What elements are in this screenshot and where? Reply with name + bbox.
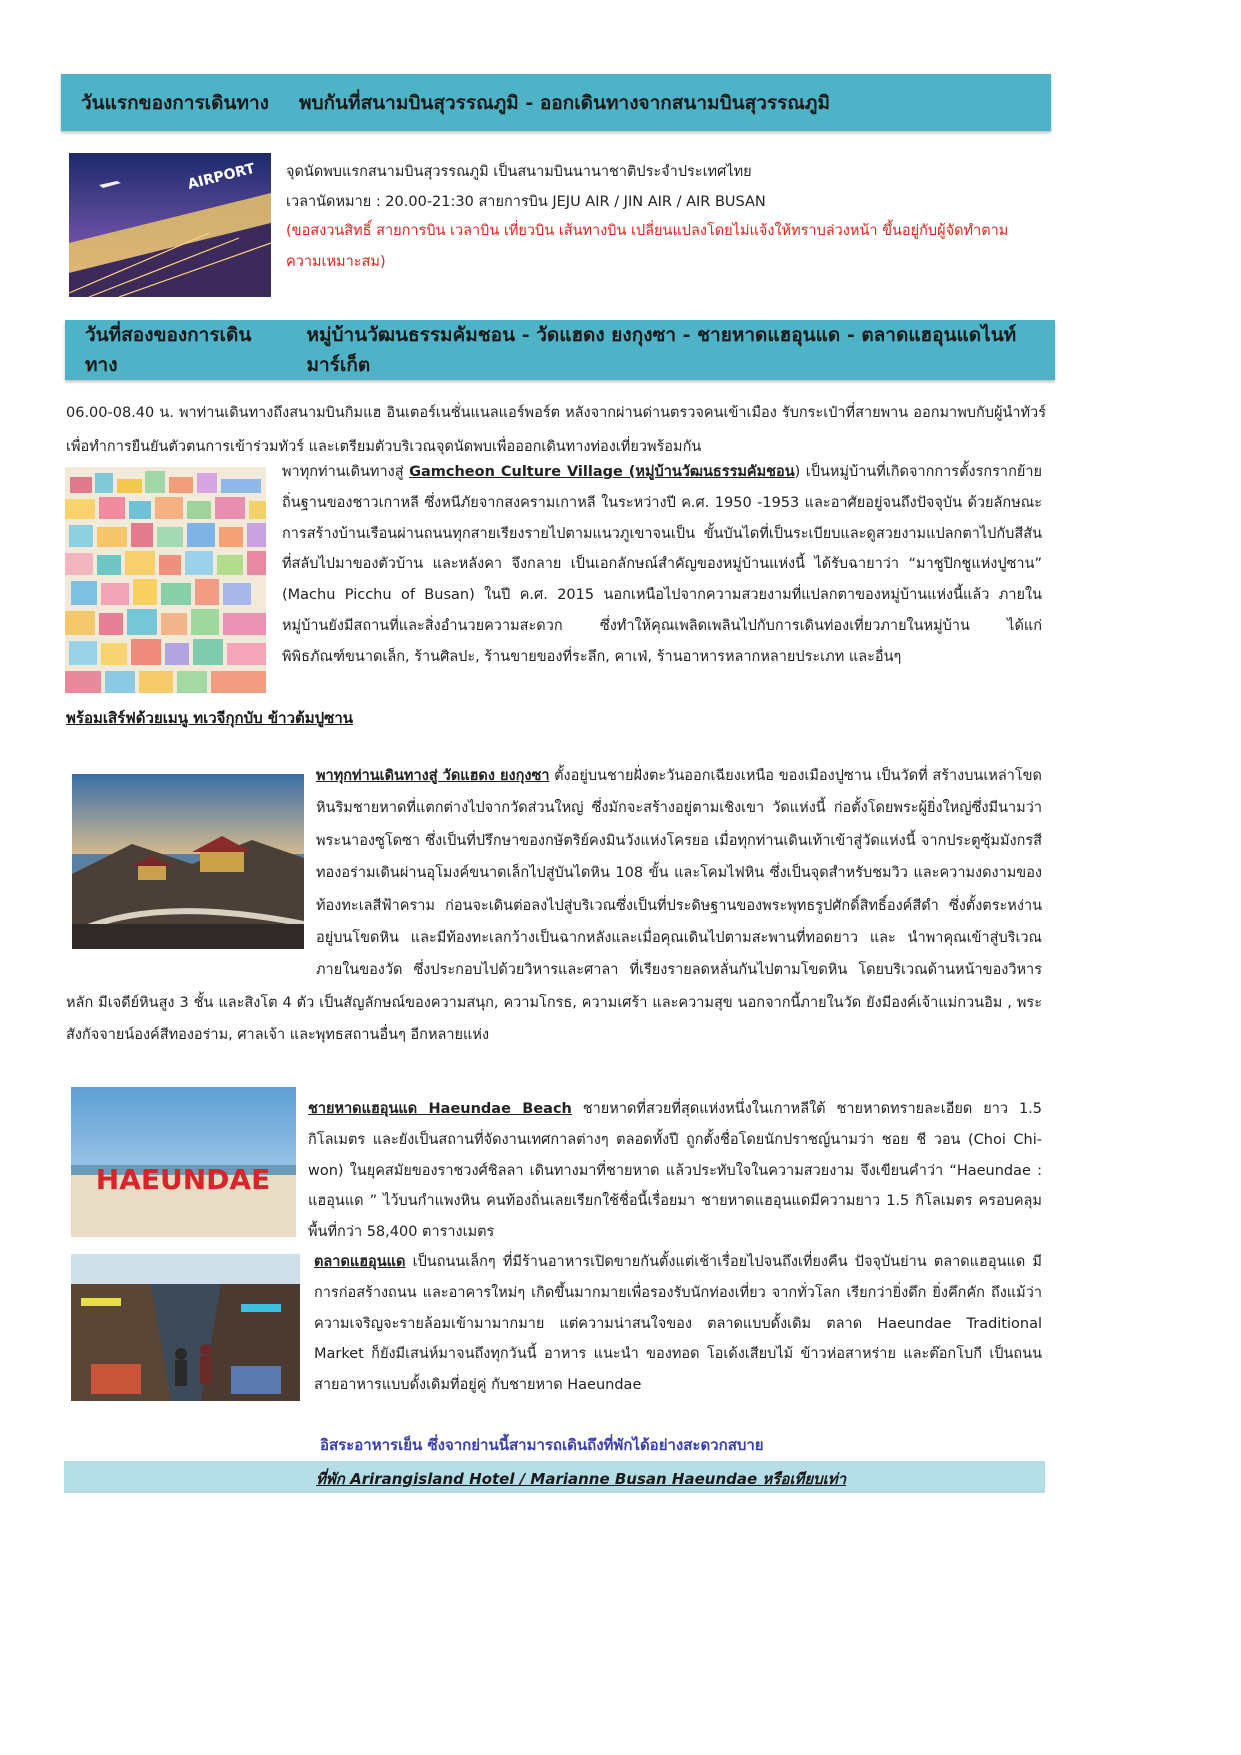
day1-banner-label: วันแรกของการเดินทาง [81,91,269,114]
beach-body: ชายหาดที่สวยที่สุดแห่งหนึ่งในเกาหลีใต้ ชายหาดทรายละเอียด ยาว 1.5 กิโลเมตร และยังเป็นสถานที่จัดงานเทศกาลต่างๆ ตลอดทั้งปี ถูกตั้งชื่อโดยนักปราชญ์นามว่า ชอย ชี วอน (Choi Chi-won) ในยุคสมัยของราชวงศ์ชิลลา เดินทางมาที่ชายหาด แล้วประทับใจในความสวยงาม จึงเขียนคำว่า “Haeundae : แฮอุนแด ” ไว้บนกำแพงหิน คนท้องถิ่นเลยเรียกใช้ชื่อนี้เรื่อยมา ชายหาดแฮอุนแดมีความยาว 1.5 กิโลเมตร ครอบคลุมพื้นที่กว่า 58,400 ตารางเมตร [308,1101,1043,1241]
day1-meeting-time: เวลานัดหมาย : 20.00-21:30 สายการบิน JEJU AIR / JIN AIR / AIR BUSAN [286,194,766,210]
gamcheon-prefix: พาทุกท่านเดินทางสู่ [282,464,410,480]
temple-title: พาทุกท่านเดินทางสู่ วัดแฮดง ยงกุงซา [316,768,550,784]
day2-intro: 06.00-08.40 น. พาท่านเดินทางถึงสนามบินกิมแฮ อินเตอร์เนชั่นแนลแอร์พอร์ต หลังจากผ่านด่านตรวจคนเข้าเมือง รับกระเป๋าที่สายพาน ออกมาพบกับผู้นำทัวร์เพื่อทำการยืนยันตัวตนการเข้าร่วมทัวร์ และเตรียมตัวบริเวณจุดนัดพบเพื่อออกเดินทางท่องเที่ยวพร้อมกัน [66,405,1046,455]
gamcheon-village-photo [65,467,266,693]
airport-photo [69,153,271,297]
market-title: ตลาดแฮอุนแด [314,1254,406,1270]
temple-text-spacer [66,760,316,955]
day2-banner-label: วันที่สองของการเดินทาง [85,324,252,376]
gamcheon-title: Gamcheon Culture Village (หมู่บ้านวัฒนธรรมคัมชอน [409,464,795,480]
day1-meeting-point: จุดนัดพบแรกสนามบินสุวรรณภูมิ เป็นสนามบินนานาชาติประจำประเทศไทย [286,164,752,180]
hotel-info: ที่พัก Arirangisland Hotel / Marianne Busan Haeundae หรือเทียบเท่า [316,1470,847,1488]
day2-banner-title: หมู่บ้านวัฒนธรรมคัมชอน - วัดแฮดง ยงกุงซา - ชายหาดแฮอุนแด - ตลาดแฮอุนแดไนท์มาร์เก็ต [306,324,1017,376]
haeundae-market-photo [71,1254,300,1401]
market-paragraph [314,1247,1042,1401]
day1-disclaimer: (ขอสงวนสิทธิ์ สายการบิน เวลาบิน เที่ยวบิน เส้นทางบิน เปลี่ยนแปลงโดยไม่แจ้งให้ทราบล่วงหน้า ขึ้นอยู่กับผู้จัดทำตามความเหมาะสม) [286,223,1009,270]
gamcheon-paragraph [282,457,1042,673]
day2-banner [65,320,1055,380]
airport-sign-text: AIRPORT [186,160,257,193]
gamcheon-body: ) เป็นหมู่บ้านที่เกิดจากการตั้งรกรากย้ายถิ่นฐานของชาวเกาหลี ซึ่งหนีภัยจากสงครามเกาหลี ในระหว่างปี ค.ศ. 1950 -1953 และอาศัยอยู่จนถึงปัจจุบัน ด้วยลักษณะการสร้างบ้านเรือนผ่านถนนทุกสายเรียงรายไปตามแนวภูเขาจนเป็น ขั้นบันไดที่เป็นระเบียบและดูสวยงามแปลกตาไปกับสีสันที่สลับไปมาของตัวบ้าน และหลังคา จึงกลาย เป็นเอกลักษณ์สำคัญของหมู่บ้านแห่งนี้ ได้รับฉายาว่า “มาชูปิกชูแห่งปูซาน” (Machu Picchu of Busan) ในปี ค.ศ. 2015 นอกเหนือไปจากความสวยงามที่แปลกตาของหมู่บ้านแห่งนี้แล้ว ภายในหมู่บ้านยังมีสถานที่และสิ่งอำนวยความสะดวก ซึ่งทำให้คุณเพลิดเพลินไปกับการเดินท่องเที่ยวภายในหมู่บ้าน ได้แก่ พิพิธภัณฑ์ขนาดเล็ก, ร้านศิลปะ, ร้านขายของที่ระลึก, คาเฟ่, ร้านอาหารหลากหลายประเภท และอื่นๆ [282,464,1042,665]
day1-banner [61,74,1051,131]
market-body: เป็นถนนเล็กๆ ที่มีร้านอาหารเปิดขายกันตั้งแต่เช้าเรื่อยไปจนถึงเที่ยงคืน ปัจจุบันย่าน ตลาดแฮอุนแด มีการก่อสร้างถนน และอาคารใหม่ๆ เกิดขึ้นมากมายเพื่อรองรับนักท่องเที่ยว จากทั่วโลก เรียกว่ายิ่งดึก ยิ่งคึกคัก ถึงแม้ว่าความเจริญจะรายล้อมเข้ามามากมาย แต่ความน่าสนใจของ ตลาดแบบดั้งเดิม ตลาด Haeundae Traditional Market ก็ยังมีเสน่ห์มาจนถึงทุกวันนี้ อาหาร แนะนำ ของทอด โอเด้งเสียบไม้ ข้าวห่อสาหร่าย และต๊อกโบกี เป็นถนนสายอาหารแบบดั้งเดิมที่อยู่คู่ กับชายหาด Haeundae [314,1254,1042,1394]
hotel-bar [64,1461,1045,1493]
beach-title: ชายหาดแฮอุนแด Haeundae Beach [308,1101,572,1117]
haeundae-sign-text: HAEUNDAE [95,1163,271,1196]
temple-body: ตั้งอยู่บนชายฝั่งตะวันออกเฉียงเหนือ ของเมืองปูซาน เป็นวัดที่ สร้างบนเหล่าโขดหินริมชายหาดที่แตกต่างไปจากวัดส่วนใหญ่ ซึ่งมักจะสร้างอยู่ตามเชิงเขา วัดแห่งนี้ ก่อตั้งโดยพระผู้ยิ่งใหญ่ซึ่งมีนามว่า พระนาองซูโดซา ซึ่งเป็นที่ปรึกษาของกษัตริย์คงมินวังแห่งโครยอ เมื่อทุกท่านเดินเท้าเข้าสู่วัดแห่งนี้ จากประตูซุ้มมังกรสีทองอร่ามเดินผ่านอุโมงค์ขนาดเล็กไปสู่บันไดหิน 108 ขั้น และโคมไฟหิน ซึ่งเป็นจุดสำหรับชมวิว และความงดงามของท้องทะเลสีฟ้าคราม ก่อนจะเดินต่อลงไปสู่บริเวณซึ่งเป็นที่ประดิษฐานของพระพุทธรูปศักดิ์สิทธิ์องค์สีดำ ซึ่งตั้งตระหง่านอยู่บนโขดหิน และมีท้องทะเลกว้างเป็นฉากหลังและเมื่อคุณเดินไปตามสะพานที่ทอดยาว และ นำพาคุณเข้าสู่บริเวณ ภายในของวัด ซึ่งประกอบไปด้วยวิหารและศาลา ที่เรียงรายลดหลั่นกันไปตามโขดหิน โดยบริเวณด้านหน้าของวิหารหลัก มีเจดีย์หินสูง 3 ชั้น และสิงโต 4 ตัว เป็นสัญลักษณ์ของความสนุก, ความโกรธ, ความเศร้า และความสุข นอกจากนี้ภายในวัด ยังมีองค์เจ้าแม่กวนอิม , พระสังกัจจายน์องค์สีทองอร่าม, ศาลเจ้า และพุทธสถานอื่นๆ อีกหลายแห่ง [66,768,1042,1044]
day1-banner-title: พบกันที่สนามบินสุวรรณภูมิ - ออกเดินทางจากสนามบินสุวรรณภูมิ [298,91,830,114]
dinner-note: อิสระอาหารเย็น ซึ่งจากย่านนี้สามารถเดินถึงที่พักได้อย่างสะดวกสบาย [320,1436,764,1454]
haeundae-beach-photo [71,1087,296,1237]
temple-paragraph [66,760,1042,1052]
lunch-menu: พร้อมเสิร์ฟด้วยเมนู ทเวจีกุกบับ ข้าวต้มปูซาน [66,709,354,727]
beach-paragraph [308,1094,1042,1248]
